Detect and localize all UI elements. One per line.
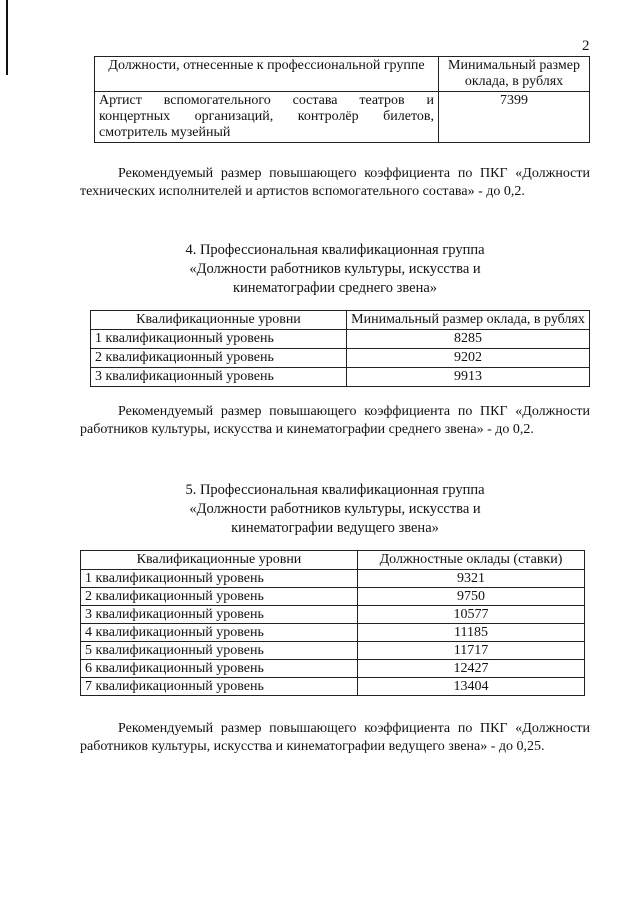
table-row: [91, 349, 590, 368]
heading-line: кинематографии ведущего звена»: [231, 520, 439, 536]
salary-cell: 13404: [358, 678, 585, 696]
page-number: 2: [582, 38, 590, 54]
level-cell: 3 квалификационный уровень: [81, 606, 358, 624]
table-row: [81, 660, 585, 678]
salary-cell: 7399: [439, 92, 590, 143]
coefficient-paragraph-3: Рекомендуемый размер повышающего коэффициента по ПКГ «Должности работников культуры, искусства и кинематографии ведущего звена» - до 0,25.: [80, 721, 590, 754]
level-cell: 6 квалификационный уровень: [81, 660, 358, 678]
level-cell: 4 квалификационный уровень: [81, 624, 358, 642]
table-row: [91, 368, 590, 387]
table-row: [81, 678, 585, 696]
table-header-row: [95, 57, 590, 92]
table-leading-level: [80, 550, 585, 696]
heading-line: «Должности работников культуры, искусства и: [189, 261, 481, 277]
table-technical-staff: [94, 56, 590, 143]
salary-cell: 11717: [358, 642, 585, 660]
section-5-heading: [80, 481, 590, 538]
level-cell: 1 квалификационный уровень: [81, 570, 358, 588]
table-row: [95, 92, 590, 143]
coefficient-paragraph-2: Рекомендуемый размер повышающего коэффициента по ПКГ «Должности работников культуры, искусства и кинематографии среднего звена» - до 0,2.: [80, 404, 590, 437]
table-middle-level: [90, 310, 590, 387]
table-row: [81, 588, 585, 606]
section-4-heading: [80, 241, 590, 298]
coefficient-paragraph-1: Рекомендуемый размер повышающего коэффициента по ПКГ «Должности технических исполнителей и артистов вспомогательного состава» - до 0,2.: [80, 166, 590, 199]
column-header-salary: Должностные оклады (ставки): [358, 551, 585, 570]
salary-cell: 9750: [358, 588, 585, 606]
table-row: [81, 570, 585, 588]
level-cell: 3 квалификационный уровень: [91, 368, 347, 387]
level-cell: 2 квалификационный уровень: [91, 349, 347, 368]
salary-cell: 9321: [358, 570, 585, 588]
heading-line: 4. Профессиональная квалификационная группа: [185, 242, 485, 258]
margin-line: [6, 0, 8, 75]
column-header-salary: Минимальный размер оклада, в рублях: [439, 57, 590, 92]
heading-line: кинематографии среднего звена»: [232, 280, 438, 296]
salary-cell: 9913: [347, 368, 590, 387]
column-header-level: Квалификационные уровни: [91, 311, 347, 330]
level-cell: 5 квалификационный уровень: [81, 642, 358, 660]
table-header-row: [81, 551, 585, 570]
level-cell: 7 квалификационный уровень: [81, 678, 358, 696]
level-cell: 1 квалификационный уровень: [91, 330, 347, 349]
salary-cell: 9202: [347, 349, 590, 368]
salary-cell: 11185: [358, 624, 585, 642]
column-header-position: Должности, отнесенные к профессиональной группе: [95, 57, 439, 92]
salary-cell: 8285: [347, 330, 590, 349]
table-row: [81, 642, 585, 660]
table-row: [81, 624, 585, 642]
table-row: [91, 330, 590, 349]
column-header-level: Квалификационные уровни: [81, 551, 358, 570]
position-cell: Артист вспомогательного состава театров и концертных организаций, контролёр билетов, смотритель музейный: [95, 92, 439, 143]
table-header-row: [91, 311, 590, 330]
document-page: [80, 56, 590, 756]
salary-cell: 12427: [358, 660, 585, 678]
heading-line: «Должности работников культуры, искусства и: [189, 501, 481, 517]
table-row: [81, 606, 585, 624]
heading-line: 5. Профессиональная квалификационная группа: [185, 482, 485, 498]
column-header-salary: Минимальный размер оклада, в рублях: [347, 311, 590, 330]
salary-cell: 10577: [358, 606, 585, 624]
level-cell: 2 квалификационный уровень: [81, 588, 358, 606]
